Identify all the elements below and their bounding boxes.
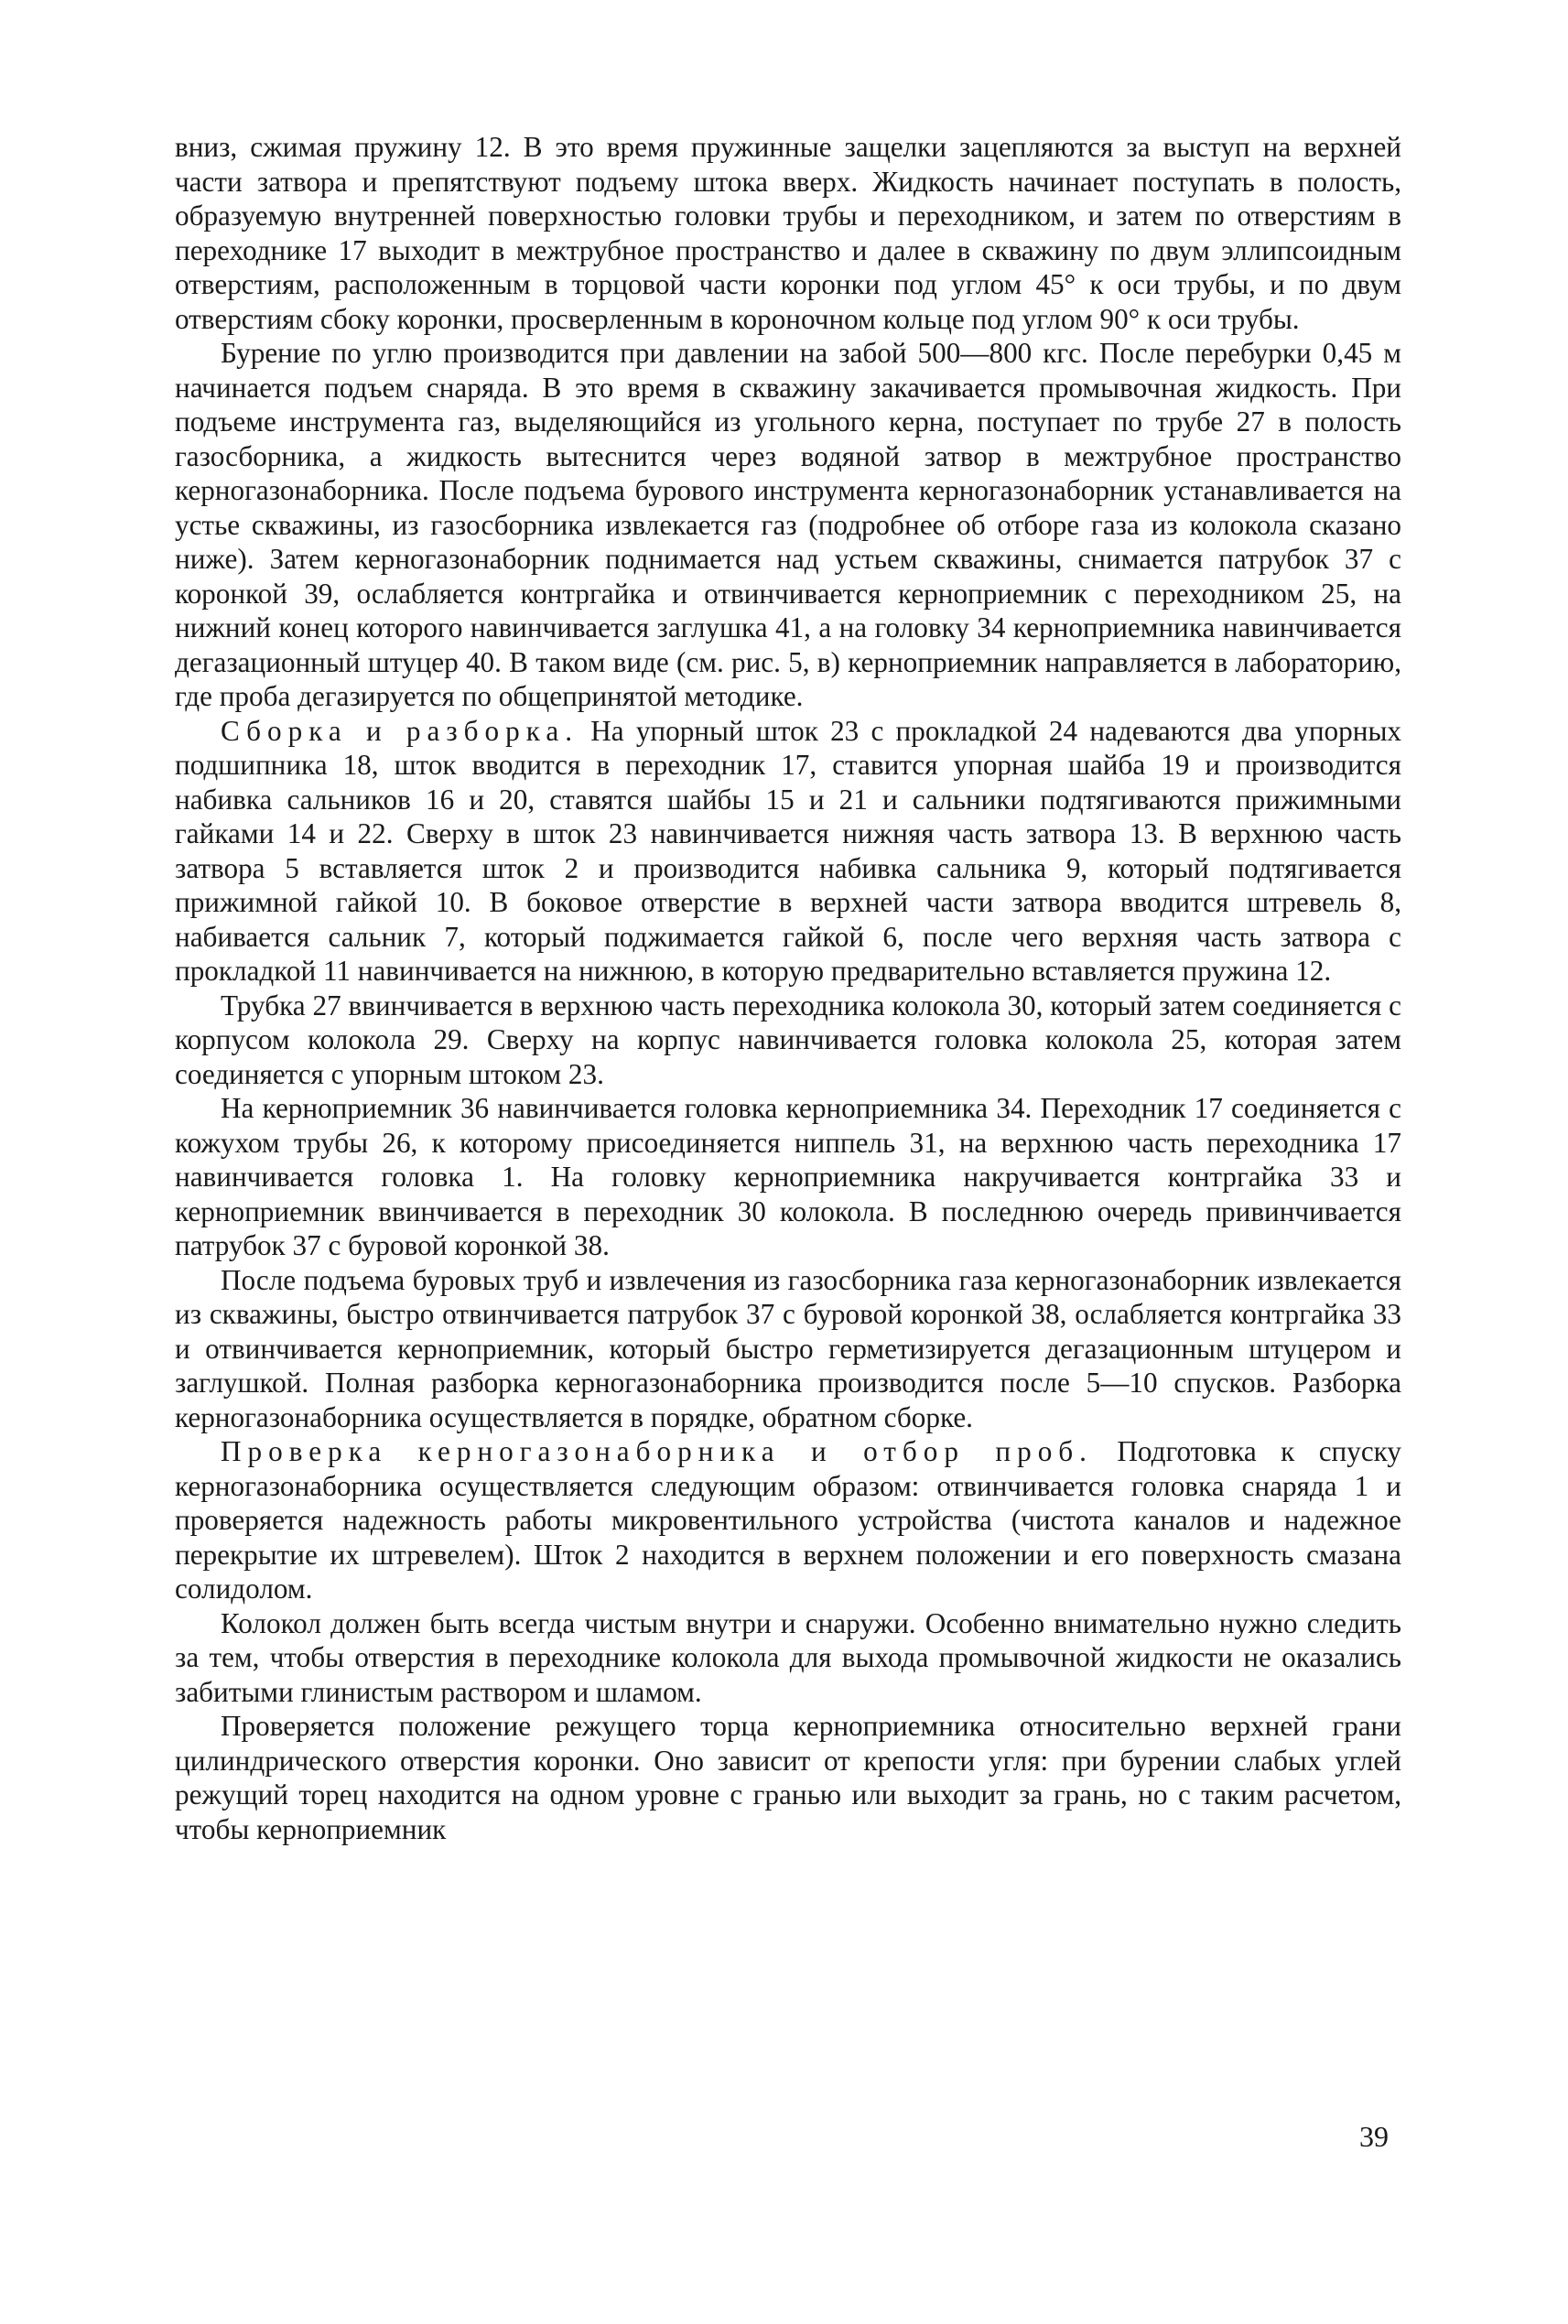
paragraph-8 bbox=[175, 1606, 1401, 1710]
paragraph-9-text: Проверяется положение режущего торца керноприемника относительно верхней грани цилиндрического отверстия коронки. Оно зависит от крепости угля: при бурении слабых углей режущий торец находится на одном уровне с гранью или выходит за грань, но с таким расчетом, чтобы керноприемник bbox=[175, 1710, 1401, 1845]
paragraph-1-text: вниз, сжимая пружину 12. В это время пружинные защелки зацепляются за выступ на верхней части затвора и препятствуют подъему штока вверх. Жидкость начинает поступать в полость, образуемую внутренней поверхностью головки трубы и переходником, и затем по отверстиям в переходнике 17 выходит в межтрубное пространство и далее в скважину по двум эллипсоидным отверстиям, расположенным в торцовой части коронки под углом 45° к оси трубы, и по двум отверстиям сбоку коронки, просверленным в короночном кольце под углом 90° к оси трубы. bbox=[175, 131, 1401, 335]
paragraph-9 bbox=[175, 1709, 1401, 1846]
paragraph-8-text: Колокол должен быть всегда чистым внутри и снаружи. Особенно внимательно нужно следить за тем, чтобы отверстия в переходнике колокола для выхода промывочной жидкости не оказались забитыми глинистым раствором и шламом. bbox=[175, 1606, 1401, 1708]
paragraph-2 bbox=[175, 336, 1401, 714]
paragraph-4-text: Трубка 27 ввинчивается в верхнюю часть переходника колокола 30, который затем соединяется с корпусом колокола 29. Сверху на корпус навинчивается головка колокола 25, которая затем соединяется с упорным штоком 23. bbox=[175, 989, 1401, 1090]
paragraph-5-text: На керноприемник 36 навинчивается головка керноприемника 34. Переходник 17 соединяется с кожухом трубы 26, к которому присоединяется ниппель 31, на верхнюю часть переходника 17 навинчивается головка 1. На головку керноприемника накручивается контргайка 33 и керноприемник ввинчивается в переходник 30 колокола. В последнюю очередь привинчивается патрубок 37 с буровой коронкой 38. bbox=[175, 1092, 1401, 1261]
paragraph-3 bbox=[175, 714, 1401, 989]
paragraph-1 bbox=[175, 130, 1401, 336]
paragraph-7-text: Подготовка к спуску керногазонаборника осуществляется следующим образом: отвинчивается головка снаряда 1 и проверяется надежность работы микровентильного устройства (чистота каналов и надежное перекрытие их штревелем). Шток 2 находится в верхнем положении и его поверхность смазана солидолом. bbox=[175, 1435, 1401, 1605]
section-heading-check: Проверка керногазонаборника и отбор проб. bbox=[221, 1435, 1093, 1467]
section-heading-assembly: Сборка и разборка. bbox=[221, 714, 579, 747]
paragraph-7 bbox=[175, 1434, 1401, 1606]
page-text bbox=[175, 130, 1401, 1846]
paragraph-4 bbox=[175, 989, 1401, 1092]
page-number: 39 bbox=[1359, 2120, 1389, 2153]
paragraph-3-text: На упорный шток 23 с прокладкой 24 надеваются два упорных подшипника 18, шток вводится в переходник 17, ставится упорная шайба 19 и производится набивка сальников 16 и 20, ставятся шайбы 15 и 21 и сальники подтягиваются прижимными гайками 14 и 22. Сверху в шток 23 навинчивается нижняя часть затвора 13. В верхнюю часть затвора 5 вставляется шток 2 и производится набивка сальника 9, который подтягивается прижимной гайкой 10. В боковое отверстие в верхней части затвора вводится штревель 8, набивается сальник 7, который поджимается гайкой 6, после чего верхняя часть затвора с прокладкой 11 навинчивается на нижнюю, в которую предварительно вставляется пружина 12. bbox=[175, 714, 1401, 987]
paragraph-2-text: Бурение по углю производится при давлении на забой 500—800 кгс. После перебурки 0,45 м начинается подъем снаряда. В это время в скважину закачивается промывочная жидкость. При подъеме инструмента газ, выделяющийся из угольного керна, поступает по трубе 27 в полость газосборника, а жидкость вытеснится через водяной затвор в межтрубное пространство керногазонаборника. После подъема бурового инструмента керногазонаборник устанавливается на устье скважины, из газосборника извлекается газ (подробнее об отборе газа из колокола сказано ниже). Затем керногазонаборник поднимается над устьем скважины, снимается патрубок 37 с коронкой 39, ослабляется контргайка и отвинчивается керноприемник с переходником 25, на нижний конец которого навинчивается заглушка 41, а на головку 34 керноприемника навинчивается дегазационный штуцер 40. В таком виде (см. рис. 5, в) керноприемник направляется в лабораторию, где проба дегазируется по общепринятой методике. bbox=[175, 337, 1401, 712]
paragraph-6-text: После подъема буровых труб и извлечения из газосборника газа керногазонаборник извлекается из скважины, быстро отвинчивается патрубок 37 с буровой коронкой 38, ослабляется контргайка 33 и отвинчивается керноприемник, который быстро герметизируется дегазационным штуцером и заглушкой. Полная разборка керногазонаборника производится после 5—10 спусков. Разборка керногазонаборника осуществляется в порядке, обратном сборке. bbox=[175, 1263, 1401, 1433]
paragraph-5 bbox=[175, 1091, 1401, 1263]
paragraph-6 bbox=[175, 1263, 1401, 1435]
